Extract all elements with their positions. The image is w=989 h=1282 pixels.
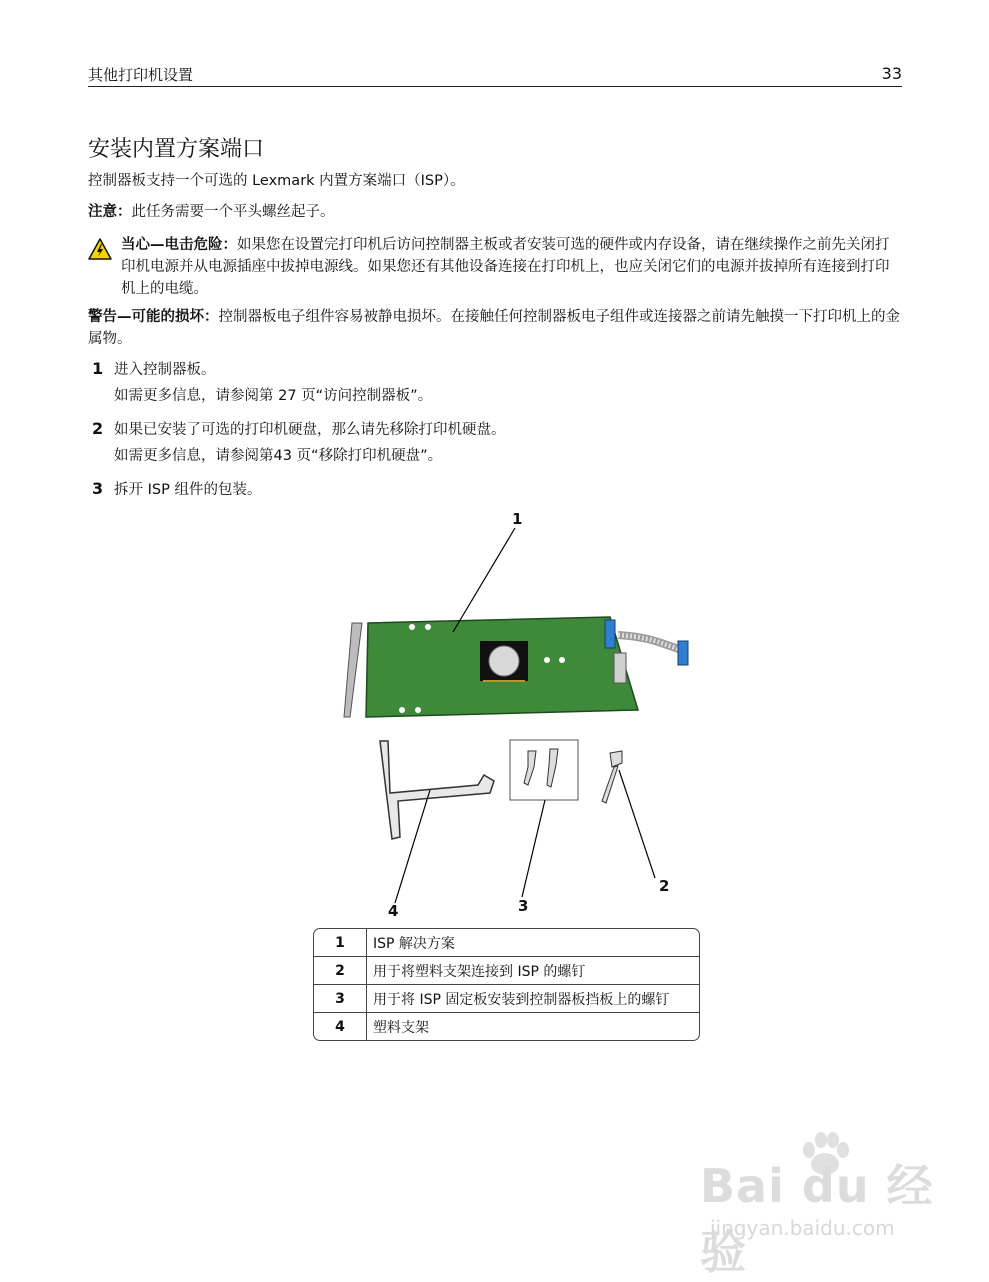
note-paragraph bbox=[88, 201, 902, 223]
legend-description: 用于将塑料支架连接到 ISP 的螺钉 bbox=[367, 957, 699, 985]
note-label: 注意： bbox=[88, 204, 132, 220]
caution-body: 如果您在设置完打印机后访问控制器主板或者安装可选的硬件或内存设备，请在继续操作之前先关闭打印机电源并从电源插座中拔掉电源线。如果您还有其他设备连接在打印机上，也应关闭它们的电源并拔掉所有连接到打印机上的电缆。 bbox=[121, 237, 890, 297]
watermark-logo: Bai du 经验 bbox=[700, 1159, 934, 1279]
callout-1: 1 bbox=[512, 510, 523, 528]
table-row bbox=[314, 929, 699, 957]
header-section-title: 其他打印机设置 bbox=[88, 66, 194, 84]
warning-paragraph bbox=[88, 306, 902, 350]
step-number: 3 bbox=[92, 479, 104, 498]
warning-label: 警告—可能的损坏： bbox=[88, 309, 219, 325]
callout-3: 3 bbox=[518, 897, 529, 915]
table-row bbox=[314, 985, 699, 1013]
step-text: 如果已安装了可选的打印机硬盘，那么请先移除打印机硬盘。 bbox=[114, 422, 506, 438]
caution-text bbox=[121, 234, 902, 300]
legend-description: 塑料支架 bbox=[373, 1019, 429, 1036]
legend-description: ISP 解决方案 bbox=[367, 929, 699, 957]
page-number: 33 bbox=[881, 64, 902, 83]
intro-paragraph: 控制器板支持一个可选的 Lexmark 内置方案端口（ISP）。 bbox=[88, 173, 465, 189]
table-row bbox=[314, 957, 699, 985]
legend-number: 2 bbox=[314, 957, 367, 985]
plastic-bracket bbox=[380, 741, 494, 839]
isp-parts-illustration bbox=[300, 505, 720, 925]
legend-number: 4 bbox=[314, 1013, 367, 1040]
table-row bbox=[314, 1013, 699, 1040]
page-header bbox=[88, 62, 902, 87]
step-reference: 如需更多信息，请参阅第43 页“移除打印机硬盘”。 bbox=[114, 448, 443, 464]
step-text: 进入控制器板。 bbox=[114, 362, 216, 378]
watermark-url: jingyan.baidu.com bbox=[710, 1216, 895, 1240]
parts-legend-table bbox=[313, 928, 700, 1041]
callout-4: 4 bbox=[388, 902, 399, 920]
legend-number: 1 bbox=[314, 929, 367, 957]
step-number: 1 bbox=[92, 359, 104, 378]
legend-number: 3 bbox=[314, 985, 367, 1013]
electric-hazard-icon bbox=[88, 238, 112, 260]
baidu-watermark bbox=[700, 1130, 940, 1279]
legend-description: 用于将 ISP 固定板安装到控制器板挡板上的螺钉 bbox=[367, 985, 699, 1013]
step-text: 拆开 ISP 组件的包装。 bbox=[114, 482, 262, 498]
callout-2: 2 bbox=[659, 877, 670, 895]
page-title: 安装内置方案端口 bbox=[88, 137, 265, 162]
isp-parts-figure bbox=[300, 505, 720, 925]
note-text: 此任务需要一个平头螺丝起子。 bbox=[131, 204, 335, 220]
warning-text: 控制器板电子组件容易被静电损坏。在接触任何控制器板电子组件或连接器之前请先触摸一下打印机上的金属物。 bbox=[88, 309, 900, 347]
caution-label: 当心—电击危险： bbox=[121, 237, 237, 253]
step-number: 2 bbox=[92, 419, 104, 438]
step-reference: 如需更多信息，请参阅第 27 页“访问控制器板”。 bbox=[114, 388, 433, 404]
screws-box bbox=[510, 740, 578, 800]
